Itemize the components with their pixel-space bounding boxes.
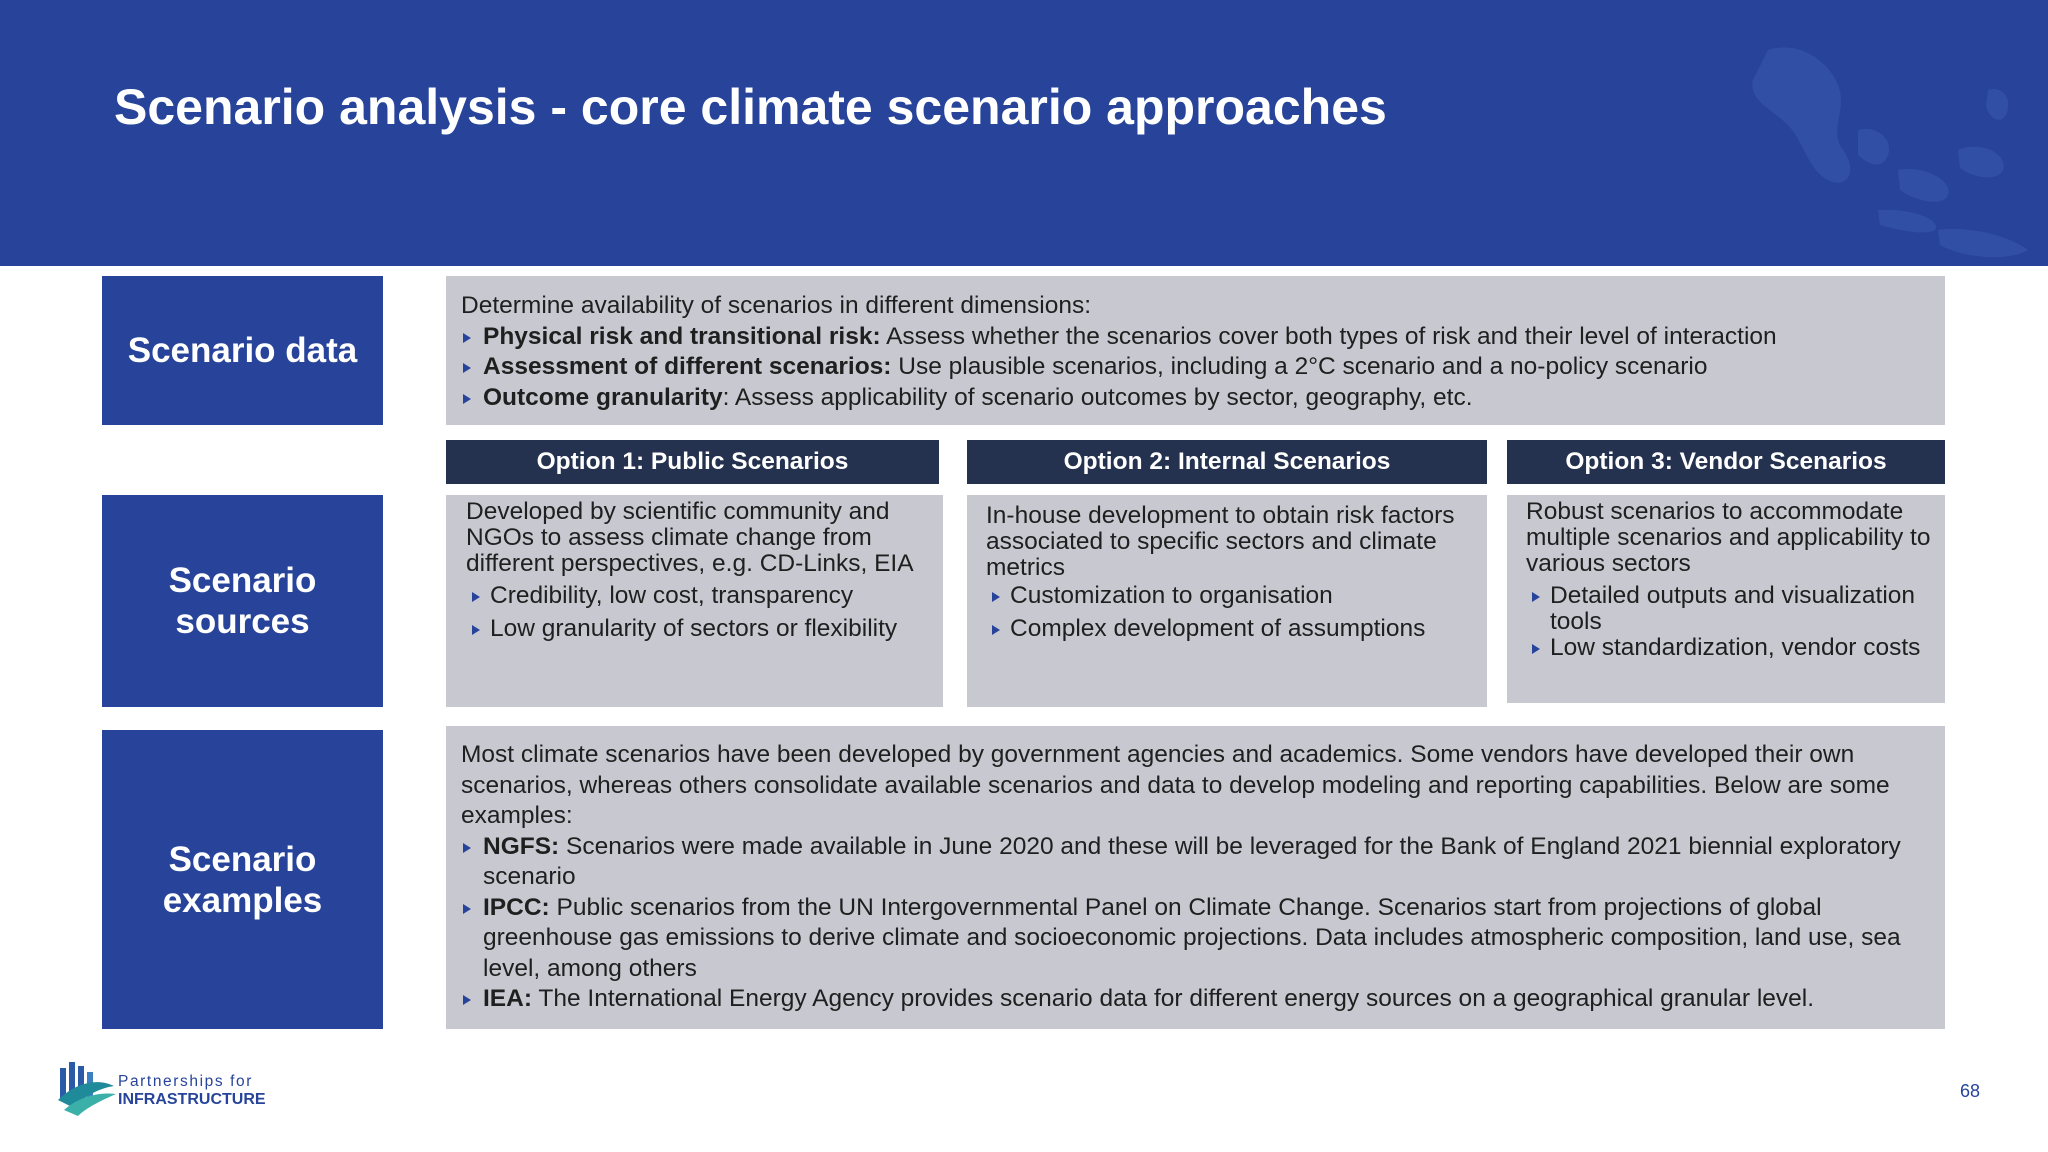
page-title: Scenario analysis - core climate scenario approaches — [114, 79, 1387, 135]
header-banner — [0, 0, 2048, 266]
scenario-data-intro: Determine availability of scenarios in different dimensions: — [461, 292, 1092, 319]
label-scenario-sources-text: Scenario sources — [168, 561, 317, 641]
bullet-bold: IPCC: — [483, 893, 550, 921]
label-scenario-data-text: Scenario data — [127, 331, 358, 370]
bullet-text: Detailed outputs and visualization tools — [1550, 582, 1916, 635]
option-1-panel — [446, 495, 943, 707]
bullet-arrow-icon — [463, 333, 471, 343]
map-decoration-icon — [1708, 30, 2048, 266]
bullet-bold: NGFS: — [483, 832, 560, 860]
option-2-panel — [967, 495, 1487, 707]
scenario-examples-bullet — [461, 832, 1919, 893]
option-2-bullet — [986, 616, 1473, 642]
option-3-description: Robust scenarios to accommodate multiple scenarios and applicability to various sectors — [1526, 498, 1931, 577]
bullet-text: Customization to organisation — [1010, 582, 1333, 609]
bullet-bold: Assessment of different scenarios: — [483, 353, 892, 380]
option-2-header: Option 2: Internal Scenarios — [967, 440, 1487, 484]
option-2-description: In-house development to obtain risk factors associated to specific sectors and climate metrics — [986, 502, 1455, 581]
bullet-text: Use plausible scenarios, including a 2°C scenario and a no-policy scenario — [891, 353, 1708, 380]
scenario-examples-panel — [446, 726, 1945, 1029]
bullet-arrow-icon — [992, 592, 1000, 602]
bullet-arrow-icon — [463, 363, 471, 373]
bullet-text: Complex development of assumptions — [1010, 615, 1426, 642]
logo-line-2: INFRASTRUCTURE — [118, 1091, 266, 1108]
bullet-arrow-icon — [463, 843, 471, 853]
bullet-text: : Assess applicability of scenario outcomes by sector, geography, etc. — [722, 383, 1473, 411]
page-number: 68 — [1960, 1081, 1981, 1101]
option-1-bullet — [466, 583, 929, 609]
option-3-panel — [1507, 495, 1945, 703]
scenario-examples-bullet — [461, 893, 1919, 985]
bullet-text: Scenarios were made available in June 2020 and these will be leveraged for the Bank of England 2021 biennial exploratory scenario — [483, 832, 1901, 890]
scenario-examples-intro: Most climate scenarios have been developed by government agencies and academics. Some vendors have developed their own scenarios, whereas others consolidate available scenarios and data to develop modeling and reporting capabilities. Below are some examples: — [461, 741, 1890, 829]
scenario-data-bullet — [461, 322, 1929, 353]
bullet-text: Assess whether the scenarios cover both types of risk and their level of interaction — [880, 322, 1777, 350]
bullet-bold: IEA: — [483, 985, 532, 1012]
bullet-arrow-icon — [472, 625, 480, 635]
bullet-text: Public scenarios from the UN Intergovernmental Panel on Climate Change. Scenarios start from projections of global greenhouse gas emissions to derive climate and socioeconomic projections. Data includes atmospheric composition, land use, sea level, among others — [483, 893, 1901, 982]
bullet-text: The International Energy Agency provides scenario data for different energy sources on a geographical granular level. — [532, 985, 1815, 1012]
scenario-examples-bullet — [461, 984, 1919, 1015]
scenario-data-bullet — [461, 383, 1929, 414]
scenario-data-bullet — [461, 352, 1929, 383]
bullet-arrow-icon — [1532, 592, 1540, 602]
bullet-arrow-icon — [1532, 644, 1540, 654]
option-1-bullet — [466, 616, 929, 642]
bullet-text: Credibility, low cost, transparency — [490, 582, 854, 609]
bullet-bold: Physical risk and transitional risk: — [483, 322, 881, 350]
option-3-bullet — [1526, 583, 1939, 635]
bullet-arrow-icon — [992, 625, 1000, 635]
bullet-bold: Outcome granularity — [483, 383, 723, 411]
option-1-description: Developed by scientific community and NGOs to assess climate change from different perspectives, e.g. CD-Links, EIA — [466, 498, 914, 577]
bullet-text: Low granularity of sectors or flexibility — [490, 615, 898, 642]
label-scenario-data — [102, 276, 383, 425]
bullet-arrow-icon — [463, 904, 471, 914]
bullet-arrow-icon — [472, 592, 480, 602]
label-scenario-examples — [102, 730, 383, 1029]
option-3-bullet — [1526, 635, 1939, 661]
option-1-header: Option 1: Public Scenarios — [446, 440, 939, 484]
label-scenario-sources — [102, 495, 383, 707]
bullet-arrow-icon — [463, 394, 471, 404]
bullet-arrow-icon — [463, 995, 471, 1005]
bullet-text: Low standardization, vendor costs — [1550, 634, 1921, 661]
label-scenario-examples-text: Scenario examples — [162, 839, 323, 920]
option-2-bullet — [986, 583, 1473, 609]
logo-line-1: Partnerships for — [118, 1073, 254, 1090]
option-3-header: Option 3: Vendor Scenarios — [1507, 440, 1945, 484]
scenario-data-panel — [446, 276, 1945, 425]
